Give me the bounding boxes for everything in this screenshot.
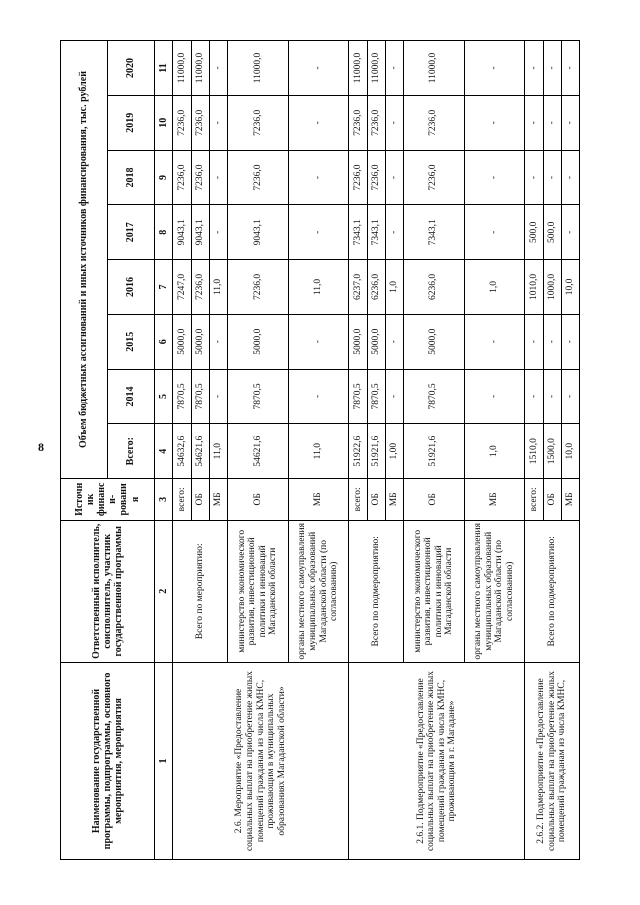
- value-cell: -: [209, 369, 227, 424]
- source-cell: ОБ: [367, 479, 385, 521]
- executor-cell: органы местного самоуправления муниципальных образований Магаданской области (по согласованию): [288, 520, 349, 662]
- value-cell: -: [561, 95, 579, 150]
- value-cell: 7236,0: [349, 150, 367, 205]
- header-executor: Ответственный исполнитель, соисполнитель, участник государственной программы: [61, 520, 155, 662]
- value-cell: 7236,0: [403, 150, 464, 205]
- column-number-cell: 9: [154, 150, 173, 205]
- value-cell: 1,0: [464, 260, 525, 315]
- value-cell: -: [209, 314, 227, 369]
- value-cell: 500,0: [525, 205, 543, 260]
- header-year: 2017: [107, 205, 154, 260]
- value-cell: 11,0: [288, 260, 349, 315]
- value-cell: 9043,1: [173, 205, 191, 260]
- value-cell: -: [525, 369, 543, 424]
- value-cell: 10,0: [561, 424, 579, 479]
- value-cell: 10,0: [561, 260, 579, 315]
- value-cell: 5000,0: [403, 314, 464, 369]
- column-number-cell: 4: [154, 424, 173, 479]
- table-row: [525, 41, 543, 860]
- column-number-cell: 7: [154, 260, 173, 315]
- value-cell: -: [464, 314, 525, 369]
- header-row-1: [61, 41, 108, 860]
- value-cell: 7343,1: [349, 205, 367, 260]
- value-cell: 1000,0: [543, 260, 561, 315]
- value-cell: -: [464, 205, 525, 260]
- value-cell: -: [543, 314, 561, 369]
- table-row: [349, 41, 367, 860]
- value-cell: 1500,0: [543, 424, 561, 479]
- value-cell: 7870,5: [191, 369, 209, 424]
- value-cell: 7870,5: [228, 369, 289, 424]
- value-cell: 51922,6: [349, 424, 367, 479]
- executor-cell: органы местного самоуправления муниципальных образований Магаданской области (по согласованию): [464, 520, 525, 662]
- value-cell: -: [209, 95, 227, 150]
- value-cell: 7870,5: [349, 369, 367, 424]
- header-funding-title: Объем бюджетных ассигнований и иных источников финансирования, тыс. рублей: [61, 41, 108, 479]
- value-cell: -: [543, 95, 561, 150]
- value-cell: -: [288, 369, 349, 424]
- value-cell: 1,0: [464, 424, 525, 479]
- rotated-table-container: [60, 40, 580, 860]
- source-cell: всего:: [349, 479, 367, 521]
- value-cell: 6236,0: [367, 260, 385, 315]
- header-year: 2014: [107, 369, 154, 424]
- value-cell: 11000,0: [403, 41, 464, 96]
- value-cell: -: [288, 95, 349, 150]
- source-cell: МБ: [464, 479, 525, 521]
- header-year: 2016: [107, 260, 154, 315]
- value-cell: 11000,0: [367, 41, 385, 96]
- value-cell: 11,0: [209, 260, 227, 315]
- header-year: 2020: [107, 41, 154, 96]
- source-cell: ОБ: [403, 479, 464, 521]
- value-cell: -: [209, 205, 227, 260]
- value-cell: 11000,0: [228, 41, 289, 96]
- value-cell: -: [385, 205, 403, 260]
- header-year: 2019: [107, 95, 154, 150]
- value-cell: -: [385, 95, 403, 150]
- value-cell: 5000,0: [367, 314, 385, 369]
- executor-cell: министерство экономического развития, инвестиционной политики и инноваций Магаданской области: [403, 520, 464, 662]
- column-number-cell: 5: [154, 369, 173, 424]
- value-cell: -: [525, 150, 543, 205]
- value-cell: 54632,6: [173, 424, 191, 479]
- header-total: Всего:: [107, 424, 154, 479]
- value-cell: 7236,0: [228, 95, 289, 150]
- value-cell: 7870,5: [173, 369, 191, 424]
- table-row: [173, 41, 191, 860]
- value-cell: 1010,0: [525, 260, 543, 315]
- source-cell: всего:: [525, 479, 543, 521]
- value-cell: 500,0: [543, 205, 561, 260]
- value-cell: -: [543, 369, 561, 424]
- value-cell: 7343,1: [367, 205, 385, 260]
- value-cell: -: [561, 369, 579, 424]
- column-number-cell: 2: [154, 520, 173, 662]
- page-number: 8: [38, 440, 44, 454]
- value-cell: 7236,0: [191, 260, 209, 315]
- value-cell: -: [525, 314, 543, 369]
- value-cell: 6237,0: [349, 260, 367, 315]
- value-cell: 7236,0: [349, 95, 367, 150]
- value-cell: 11000,0: [349, 41, 367, 96]
- value-cell: 7870,5: [403, 369, 464, 424]
- value-cell: 54621,6: [228, 424, 289, 479]
- source-cell: МБ: [385, 479, 403, 521]
- value-cell: -: [385, 41, 403, 96]
- value-cell: 1,00: [385, 424, 403, 479]
- value-cell: -: [209, 150, 227, 205]
- column-number-cell: 1: [154, 662, 173, 859]
- program-name-cell: 2.6.1. Подмероприятие «Предоставление социальных выплат на приобретение жилых помещений гражданам из числа КМНС, проживающим в г. Магадане»: [349, 662, 525, 859]
- value-cell: 7236,0: [367, 150, 385, 205]
- value-cell: -: [464, 95, 525, 150]
- value-cell: -: [464, 369, 525, 424]
- column-number-cell: 6: [154, 314, 173, 369]
- header-source: Источник финанси-рования: [61, 479, 155, 521]
- value-cell: 7236,0: [228, 260, 289, 315]
- value-cell: 9043,1: [228, 205, 289, 260]
- source-cell: ОБ: [228, 479, 289, 521]
- header-year: 2015: [107, 314, 154, 369]
- value-cell: 54621,6: [191, 424, 209, 479]
- value-cell: 5000,0: [191, 314, 209, 369]
- value-cell: 11,0: [209, 424, 227, 479]
- source-cell: МБ: [288, 479, 349, 521]
- source-cell: МБ: [209, 479, 227, 521]
- value-cell: -: [464, 150, 525, 205]
- column-number-cell: 10: [154, 95, 173, 150]
- value-cell: -: [385, 314, 403, 369]
- value-cell: 1,0: [385, 260, 403, 315]
- column-number-row: [154, 41, 173, 860]
- value-cell: 51921,6: [367, 424, 385, 479]
- value-cell: -: [525, 95, 543, 150]
- program-name-cell: 2.6.2. Подмероприятие «Предоставление социальных выплат на приобретение жилых помещений гражданам из числа КМНС,: [525, 662, 580, 859]
- value-cell: 7236,0: [367, 95, 385, 150]
- value-cell: 7236,0: [191, 95, 209, 150]
- value-cell: -: [209, 41, 227, 96]
- header-name: Наименование государственной программы, подпрограммы, основного мероприятия, мероприятия: [61, 662, 155, 859]
- value-cell: -: [561, 41, 579, 96]
- value-cell: 51921,6: [403, 424, 464, 479]
- value-cell: 7236,0: [173, 150, 191, 205]
- source-cell: всего:: [173, 479, 191, 521]
- program-name-cell: 2.6. Мероприятие «Предоставление социальных выплат на приобретение жилых помещений гражданам из числа КМНС, проживающим в муниципальных образованиях Магаданской области»: [173, 662, 349, 859]
- value-cell: -: [561, 205, 579, 260]
- value-cell: 11,0: [288, 424, 349, 479]
- value-cell: 7247,0: [173, 260, 191, 315]
- value-cell: -: [543, 150, 561, 205]
- executor-cell: Всего по подмероприятию:: [349, 520, 404, 662]
- source-cell: МБ: [561, 479, 579, 521]
- executor-cell: Всего по подмероприятию:: [525, 520, 580, 662]
- source-cell: ОБ: [543, 479, 561, 521]
- value-cell: 7236,0: [228, 150, 289, 205]
- value-cell: -: [561, 150, 579, 205]
- value-cell: 11000,0: [173, 41, 191, 96]
- value-cell: 5000,0: [349, 314, 367, 369]
- source-cell: ОБ: [191, 479, 209, 521]
- executor-cell: Всего по мероприятию:: [173, 520, 228, 662]
- value-cell: -: [561, 314, 579, 369]
- value-cell: -: [543, 41, 561, 96]
- value-cell: -: [288, 150, 349, 205]
- value-cell: -: [288, 314, 349, 369]
- value-cell: 5000,0: [173, 314, 191, 369]
- value-cell: -: [385, 150, 403, 205]
- value-cell: 6236,0: [403, 260, 464, 315]
- column-number-cell: 8: [154, 205, 173, 260]
- value-cell: -: [464, 41, 525, 96]
- value-cell: 7236,0: [403, 95, 464, 150]
- value-cell: 9043,1: [191, 205, 209, 260]
- value-cell: -: [385, 369, 403, 424]
- executor-cell: министерство экономического развития, инвестиционной политики и инноваций Магаданской области: [228, 520, 289, 662]
- value-cell: 7236,0: [173, 95, 191, 150]
- value-cell: -: [288, 41, 349, 96]
- header-year: 2018: [107, 150, 154, 205]
- value-cell: 7343,1: [403, 205, 464, 260]
- financing-table: [60, 40, 580, 860]
- value-cell: 7870,5: [367, 369, 385, 424]
- column-number-cell: 11: [154, 41, 173, 96]
- value-cell: -: [525, 41, 543, 96]
- value-cell: 11000,0: [191, 41, 209, 96]
- value-cell: -: [288, 205, 349, 260]
- value-cell: 7236,0: [191, 150, 209, 205]
- value-cell: 1510,0: [525, 424, 543, 479]
- column-number-cell: 3: [154, 479, 173, 521]
- value-cell: 5000,0: [228, 314, 289, 369]
